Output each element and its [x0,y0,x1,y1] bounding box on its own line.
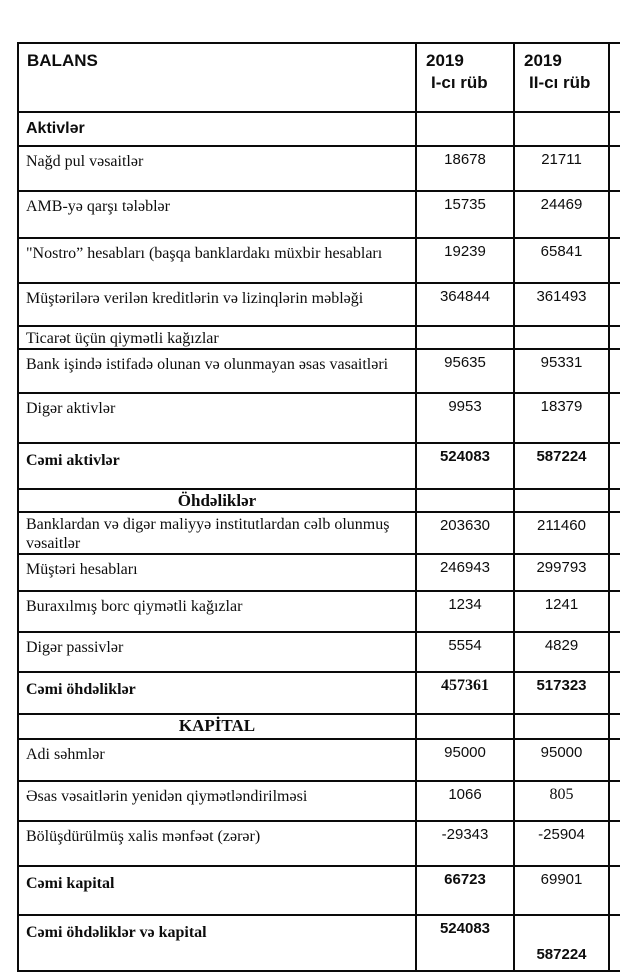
q2-value: 24469 [514,191,609,238]
table-row [18,283,620,326]
q1-value: 19239 [416,238,514,283]
q2-value: 805 [514,781,609,821]
row-label: Banklardan və digər maliyyə institutlardan cəlb olunmuş vəsaitlər [18,512,416,554]
q1-value: -29343 [416,821,514,866]
q2-value: 517323 [514,672,609,714]
table-row [18,326,620,349]
q1-value: 524083 [416,443,514,489]
total-label: Cəmi aktivlər [18,443,416,489]
q2-value: 587224 [514,443,609,489]
q1-value: 1066 [416,781,514,821]
q2-value: 587224 [514,915,609,971]
row-label: Adi səhmlər [18,739,416,781]
row-label: Digər aktivlər [18,393,416,443]
row-label: Nağd pul vəsaitlər [18,146,416,191]
q2-value: -25904 [514,821,609,866]
balance-sheet-table [17,42,620,972]
table-row [18,146,620,191]
row-label: Digər passivlər [18,632,416,672]
section-row-capital [18,714,620,739]
q1-value: 95000 [416,739,514,781]
column-header-q1-year: 2019 [426,51,464,70]
q2-value: 95000 [514,739,609,781]
row-label: Müştərilərə verilən kreditlərin və lizinqlərin məbləği [18,283,416,326]
total-row-capital [18,866,620,915]
q2-value: 211460 [514,512,609,554]
total-label: Cəmi öhdəliklər [18,672,416,714]
total-row-liabilities-and-capital [18,915,620,971]
column-header-q1-quarter: I-cı rüb [431,73,488,92]
q1-value: 1234 [416,591,514,632]
q1-value: 15735 [416,191,514,238]
column-header-q2 [514,43,609,112]
q1-value: 9953 [416,393,514,443]
table-row [18,512,620,554]
column-header-q2-quarter: II-cı rüb [529,73,591,92]
row-label: Ticarət üçün qiymətli kağızlar [18,326,416,349]
q2-value: 361493 [514,283,609,326]
q1-value: 524083 [416,915,514,971]
q1-value: 457361 [416,672,514,714]
q2-value: 4829 [514,632,609,672]
row-label: Bölüşdürülmüş xalis mənfəət (zərər) [18,821,416,866]
row-label: Bank işində istifadə olunan və olunmayan əsas vasaitləri [18,349,416,393]
q1-value: 5554 [416,632,514,672]
q1-value: 203630 [416,512,514,554]
row-label: Müştəri hesabları [18,554,416,591]
section-label: Aktivlər [18,112,416,146]
q1-value [416,326,514,349]
section-row-assets [18,112,620,146]
column-header-q2-year: 2019 [524,51,562,70]
column-header-empty [609,43,620,112]
total-label: Cəmi kapital [18,866,416,915]
q2-value: 65841 [514,238,609,283]
q2-value: 1241 [514,591,609,632]
total-row-liabilities [18,672,620,714]
q2-value: 95331 [514,349,609,393]
table-row [18,349,620,393]
q1-value: 18678 [416,146,514,191]
row-label: Buraxılmış borc qiymətli kağızlar [18,591,416,632]
table-row [18,781,620,821]
table-row [18,393,620,443]
row-label: Əsas vəsaitlərin yenidən qiymətləndirilməsi [18,781,416,821]
total-row-assets [18,443,620,489]
row-label: "Nostro” hesabları (başqa banklardakı müxbir hesabları [18,238,416,283]
q1-value: 364844 [416,283,514,326]
table-row [18,554,620,591]
table-row [18,591,620,632]
table-row [18,191,620,238]
column-header-q1 [416,43,514,112]
section-label: KAPİTAL [18,714,416,739]
section-label: Öhdəliklər [18,489,416,512]
q1-value: 95635 [416,349,514,393]
table-row [18,739,620,781]
total-label: Cəmi öhdəliklər və kapital [18,915,416,971]
row-label: AMB-yə qarşı tələblər [18,191,416,238]
q2-value: 21711 [514,146,609,191]
q2-value: 69901 [514,866,609,915]
q2-value: 299793 [514,554,609,591]
table-row [18,238,620,283]
table-row [18,632,620,672]
table-row [18,821,620,866]
table-title: BALANS [18,43,416,112]
q2-value: 18379 [514,393,609,443]
q2-value [514,326,609,349]
header-row [18,43,620,112]
q1-value: 66723 [416,866,514,915]
section-row-liabilities [18,489,620,512]
q1-value: 246943 [416,554,514,591]
